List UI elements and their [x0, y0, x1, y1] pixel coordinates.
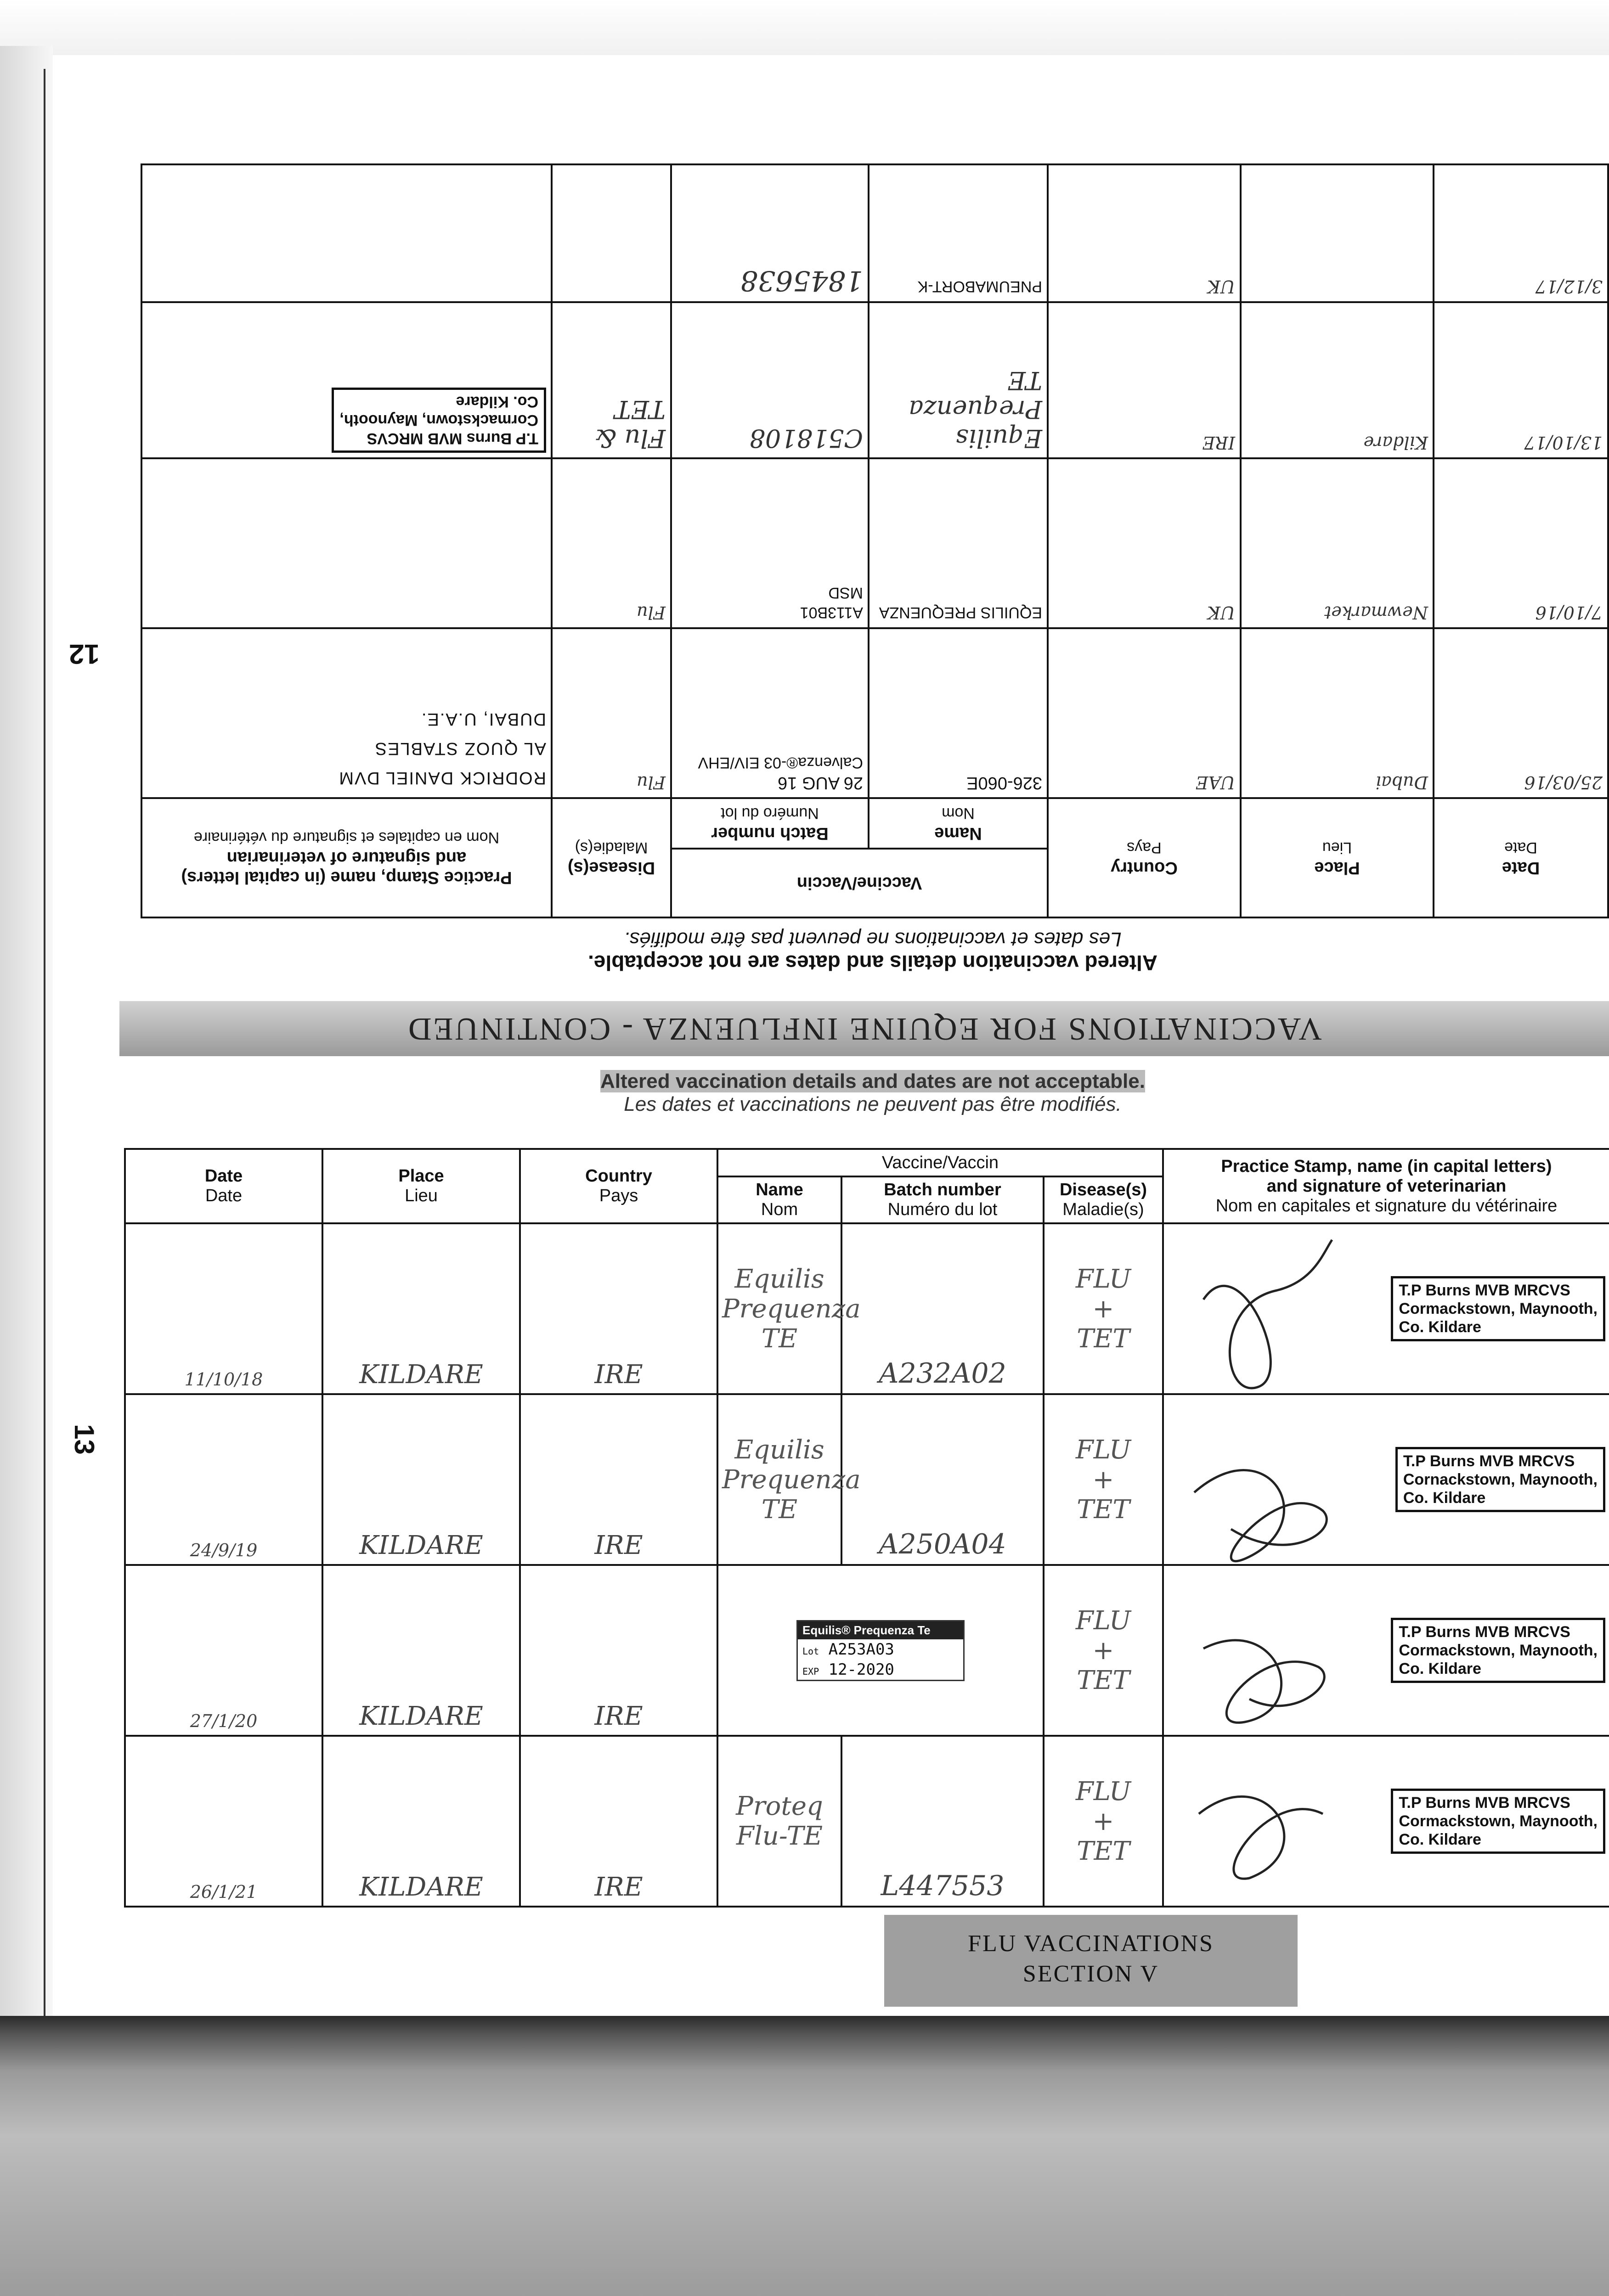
- row-stamp: [141, 164, 552, 302]
- header-stamp: Practice Stamp, name (in capital letters) and signature of veterinarian Nom en capitales et signature du vétérinaire: [141, 798, 552, 917]
- row-batch: L447553: [841, 1736, 1044, 1907]
- practice-stamp: T.P Burns MVB MRCVS Cormackstown, Maynooth, Co. Kildare: [332, 388, 546, 453]
- vaccine-label-sticker: [717, 1565, 1044, 1736]
- lower-caption-french: Les dates et vaccinations ne peuvent pas être modifiés.: [624, 1093, 1122, 1115]
- row-stamp: RODRICK DANIEL DVM AL QUOZ STABLES DUBAI, U.A.E.: [141, 628, 552, 798]
- row-country: IRE: [520, 1736, 717, 1907]
- practice-stamp: T.P Burns MVB MRCVS Cormackstown, Maynooth, Co. Kildare: [1391, 1276, 1605, 1341]
- header-country: Country Pays: [1048, 798, 1241, 917]
- row-name: Equilis Prequenza TE: [869, 302, 1048, 458]
- section-title-band: [119, 1001, 1609, 1056]
- table-row: [141, 458, 1608, 628]
- row-place: Newmarket: [1241, 458, 1434, 628]
- table-row: [125, 1223, 1609, 1394]
- row-batch: C518108: [671, 302, 869, 458]
- row-country: UAE: [1048, 628, 1241, 798]
- row-disease: Flu: [552, 458, 671, 628]
- table-row: [125, 1394, 1609, 1565]
- row-country: IRE: [520, 1565, 717, 1736]
- row-name: Proteq Flu-TE: [717, 1736, 841, 1907]
- row-place: KILDARE: [322, 1223, 520, 1394]
- row-place: Dubai: [1241, 628, 1434, 798]
- row-place: Kildare: [1241, 302, 1434, 458]
- practice-stamp: T.P Burns MVB MRCVS Cormackstown, Maynooth, Co. Kildare: [1391, 1618, 1605, 1683]
- upper-caption-french: Les dates et vaccinations ne peuvent pas être modifiés.: [624, 928, 1122, 951]
- table-row: [141, 302, 1608, 458]
- header-batch: Batch number Numéro du lot: [671, 798, 869, 849]
- row-stamp: [141, 458, 552, 628]
- row-place: KILDARE: [322, 1394, 520, 1565]
- row-date: 11/10/18: [125, 1223, 322, 1394]
- row-batch: A113B01 MSD: [671, 458, 869, 628]
- row-date: 13/10/17: [1434, 302, 1608, 458]
- row-country: IRE: [1048, 302, 1241, 458]
- header-name: Name Nom: [717, 1176, 841, 1223]
- practice-stamp: T.P Burns MVB MRCVS Cormackstown, Maynooth, Co. Kildare: [1391, 1789, 1605, 1854]
- header-vaccine: Vaccine/Vaccin: [671, 849, 1048, 917]
- header-place: Place Lieu: [1241, 798, 1434, 917]
- row-date: 25/03/16: [1434, 628, 1608, 798]
- header-date: Date Date: [1434, 798, 1608, 917]
- row-disease: FLU + TET: [1044, 1565, 1163, 1736]
- footer-line-1: FLU VACCINATIONS: [968, 1930, 1214, 1957]
- upper-caption-warning: Altered vaccination details and dates are not acceptable.: [588, 951, 1157, 975]
- practice-stamp: T.P Burns MVB MRCVS Cornackstown, Maynooth, Co. Kildare: [1395, 1447, 1605, 1512]
- row-place: [1241, 164, 1434, 302]
- row-disease: FLU + TET: [1044, 1736, 1163, 1907]
- vaccine-lot: A253A03: [828, 1640, 894, 1659]
- row-disease: Flu & TET: [552, 302, 671, 458]
- upper-caption: [482, 928, 1263, 975]
- header-batch: Batch number Numéro du lot: [841, 1176, 1044, 1223]
- row-disease: [552, 164, 671, 302]
- table-row: [125, 1565, 1609, 1736]
- row-country: IRE: [520, 1223, 717, 1394]
- row-date: 24/9/19: [125, 1394, 322, 1565]
- scan-top-margin: [0, 0, 1609, 55]
- header-place: Place Lieu: [322, 1149, 520, 1223]
- row-name: PNEUMABORT-K: [869, 164, 1048, 302]
- row-date: 7/10/16: [1434, 458, 1608, 628]
- row-disease: FLU + TET: [1044, 1223, 1163, 1394]
- row-name: 326-060E: [869, 628, 1048, 798]
- section-footer: [884, 1915, 1298, 2007]
- page-number-13: 13: [68, 1424, 100, 1455]
- table-row: [141, 164, 1608, 302]
- row-batch: A232A02: [841, 1223, 1044, 1394]
- vaccine-expiry: 12-2020: [828, 1660, 894, 1679]
- row-country: IRE: [520, 1394, 717, 1565]
- row-batch: A250A04: [841, 1394, 1044, 1565]
- section-title: VACCINATIONS FOR EQUINE INFLUENZA - CONTINUED: [406, 1011, 1322, 1047]
- row-country: UK: [1048, 164, 1241, 302]
- vaccine-label-title: Equilis® Prequenza Te: [798, 1621, 963, 1639]
- row-date: 3/12/17: [1434, 164, 1608, 302]
- header-disease: Disease(s) Maladie(s): [1044, 1176, 1163, 1223]
- row-name: Equilis Prequenza TE: [717, 1223, 841, 1394]
- header-name: Name Nom: [869, 798, 1048, 849]
- row-place: KILDARE: [322, 1736, 520, 1907]
- scan-bottom-shadow: [0, 2016, 1609, 2296]
- header-disease: Disease(s) Maladie(s): [552, 798, 671, 917]
- row-name: EQUILIS PREQUENZA: [869, 458, 1048, 628]
- header-country: Country Pays: [520, 1149, 717, 1223]
- footer-line-2: SECTION V: [1022, 1961, 1159, 1987]
- row-batch: 26 AUG 16 Calvenza®-03 EIV/EHV: [671, 628, 869, 798]
- row-date: 27/1/20: [125, 1565, 322, 1736]
- lower-caption-warning: Altered vaccination details and dates are not acceptable.: [600, 1070, 1145, 1092]
- row-disease: FLU + TET: [1044, 1394, 1163, 1565]
- row-batch: 1845638: [671, 164, 869, 302]
- table-row: [125, 1736, 1609, 1907]
- row-name: Equilis Prequenza TE: [717, 1394, 841, 1565]
- header-stamp: Practice Stamp, name (in capital letters) and signature of veterinarian Nom en capitales et signature du vétérinaire: [1163, 1149, 1609, 1223]
- row-country: UK: [1048, 458, 1241, 628]
- vaccine-label: Equilis® Prequenza Te Lot A253A03 EXP 12-2020: [796, 1620, 965, 1681]
- row-disease: Flu: [552, 628, 671, 798]
- header-date: Date Date: [125, 1149, 322, 1223]
- row-stamp: [141, 302, 552, 458]
- upper-page-table: [142, 170, 1609, 918]
- vet-signatures: [1176, 1235, 1350, 1887]
- header-vaccine: Vaccine/Vaccin: [717, 1149, 1163, 1176]
- table-row: [141, 628, 1608, 798]
- page-number-12: 12: [69, 639, 100, 670]
- row-date: 26/1/21: [125, 1736, 322, 1907]
- lower-caption: [482, 1070, 1263, 1116]
- row-place: KILDARE: [322, 1565, 520, 1736]
